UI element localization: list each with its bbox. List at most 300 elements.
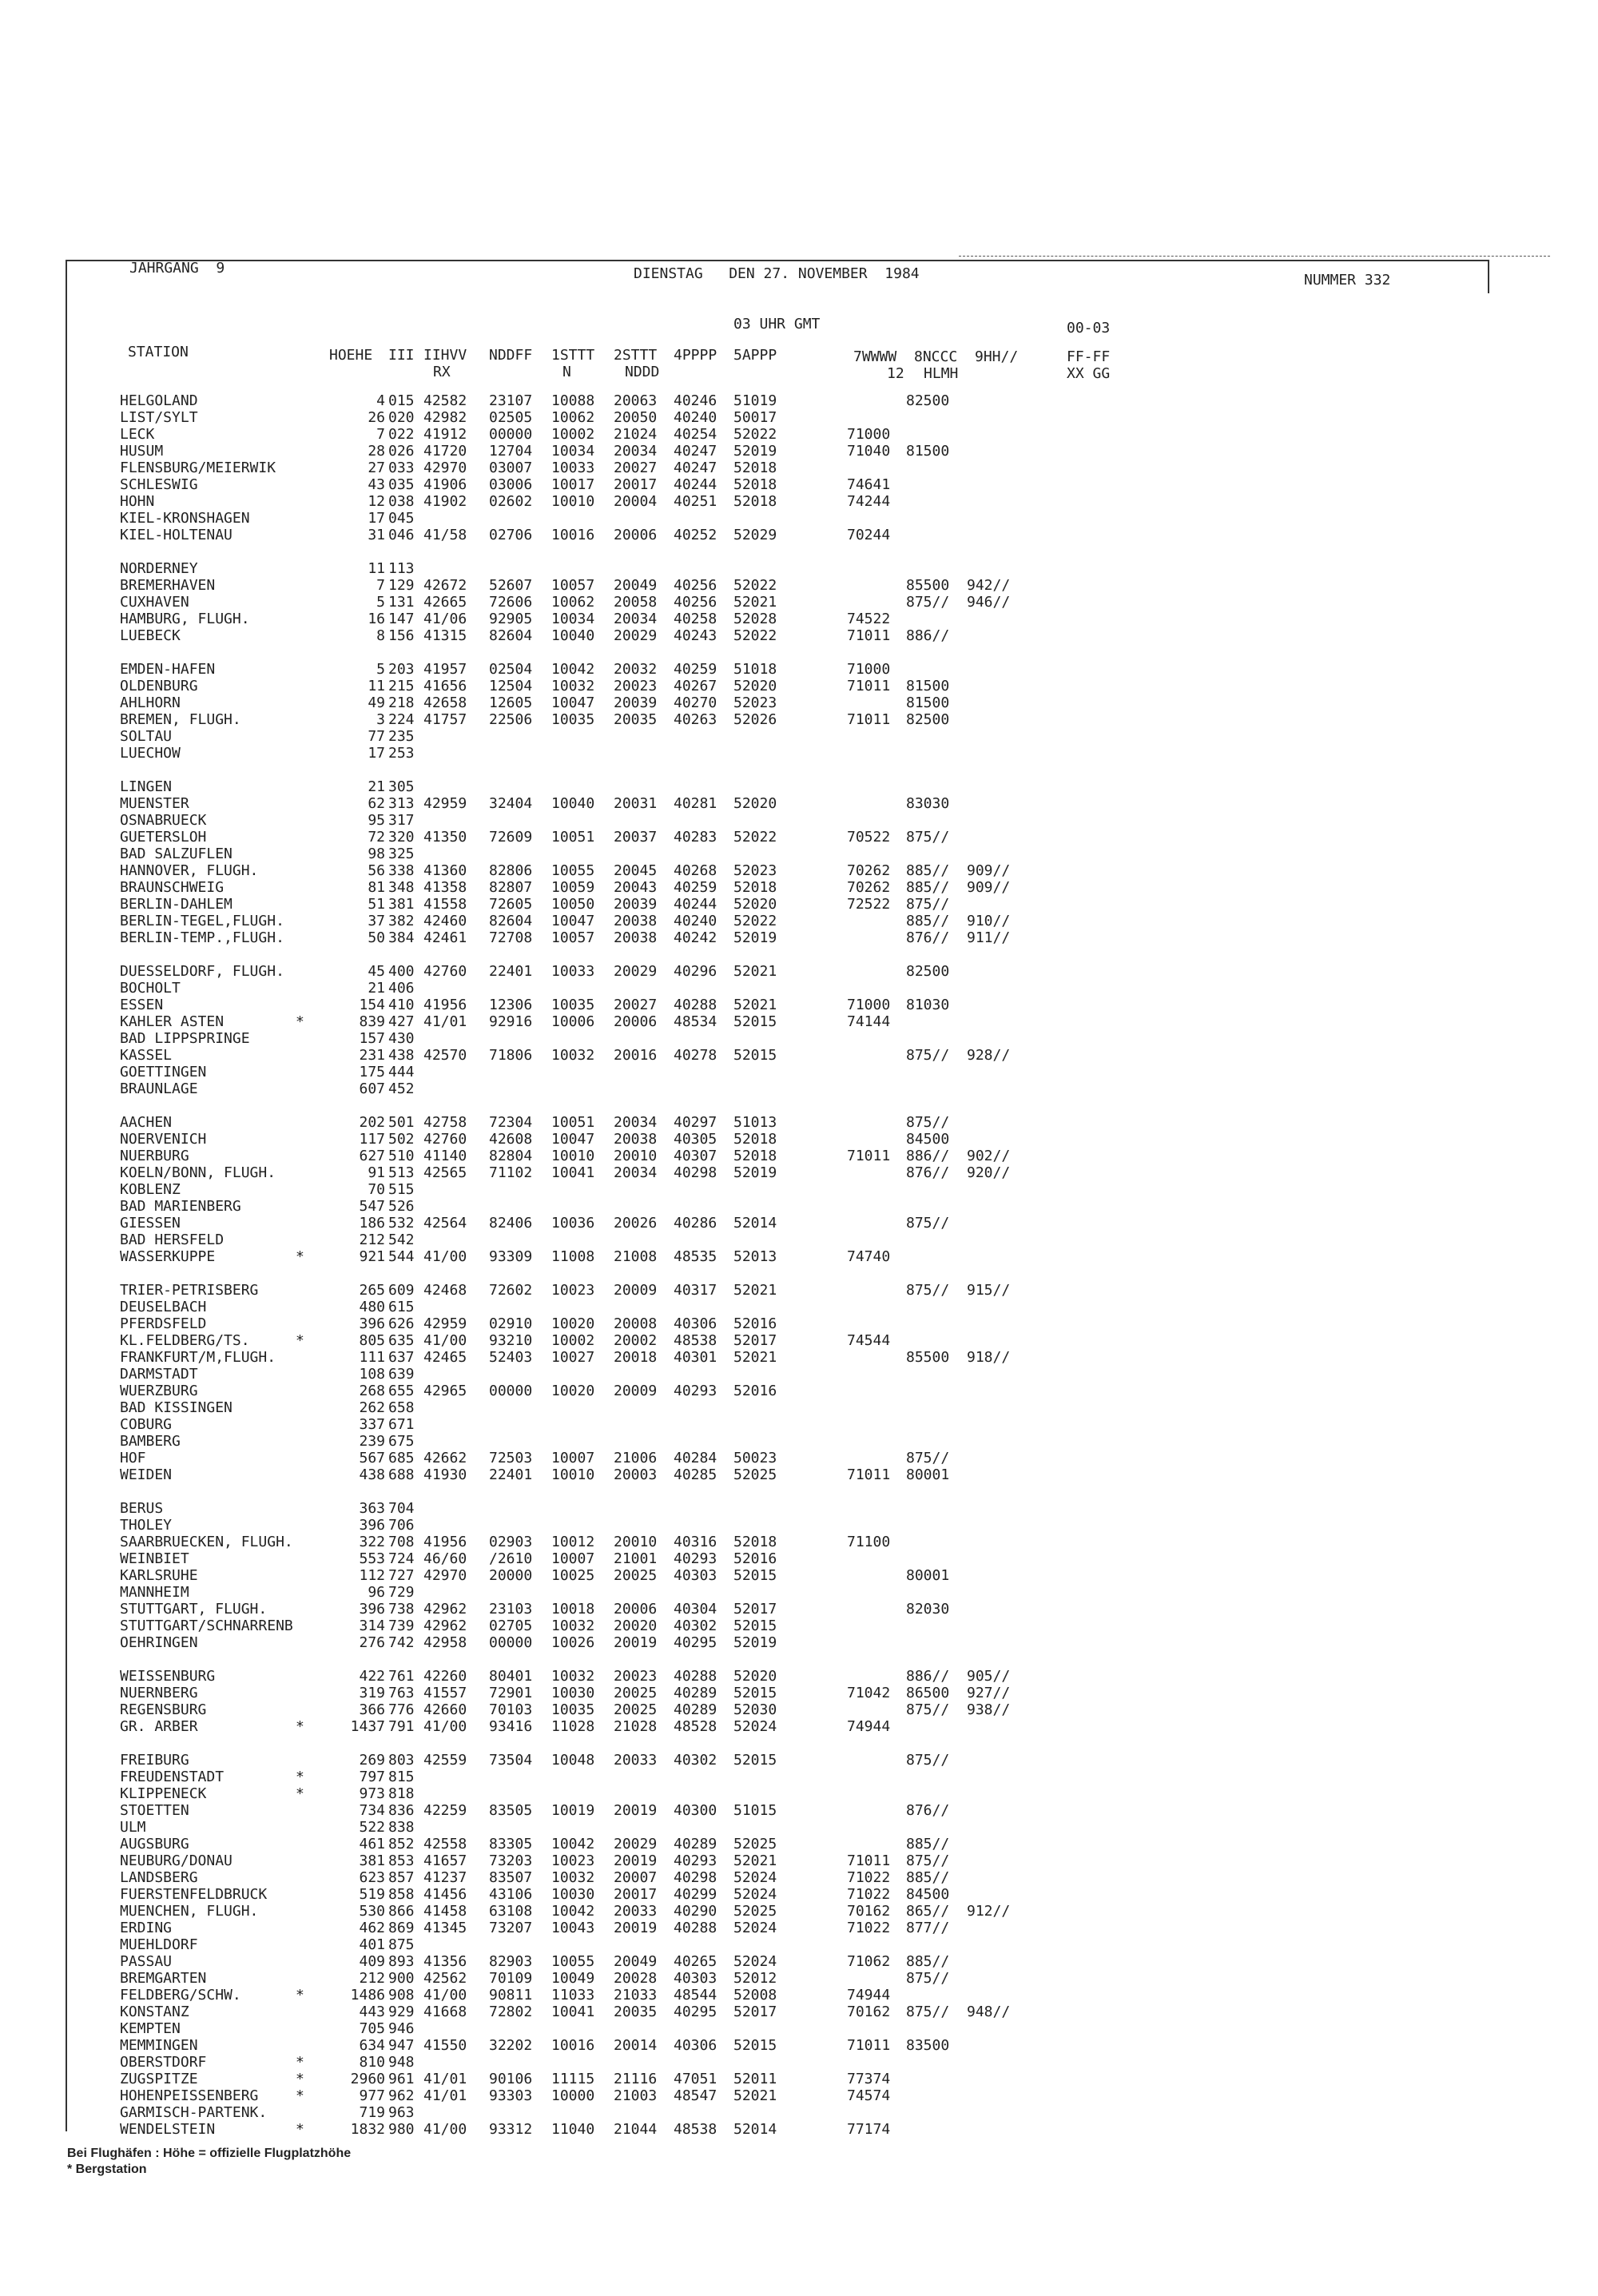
station-iii: 947 — [388, 2037, 415, 2054]
station-hoehe: 175 — [359, 1064, 385, 1080]
station-hoehe: 8 — [376, 627, 385, 644]
group-2sttt: 20019 — [614, 1802, 658, 1819]
group-nddff: 42608 — [489, 1131, 533, 1148]
station-hoehe: 366 — [359, 1701, 385, 1718]
group-1sttt: 11028 — [551, 1718, 595, 1735]
group-4pppp: 40278 — [674, 1047, 718, 1064]
group-4pppp: 40293 — [674, 1383, 718, 1399]
table-row — [0, 2121, 1598, 2138]
group-iihvv: 41/00 — [423, 1718, 467, 1735]
table-row — [0, 1500, 1598, 1517]
table-row — [0, 1399, 1598, 1416]
station-iii: 218 — [388, 694, 415, 711]
group-2sttt: 20023 — [614, 678, 658, 694]
table-row — [0, 1181, 1598, 1198]
col-g7b: 12 — [887, 365, 904, 382]
group-iihvv: 41906 — [423, 476, 467, 493]
group-4pppp: 40307 — [674, 1148, 718, 1164]
station-hoehe: 1486 — [350, 1987, 385, 2004]
station-hoehe: 396 — [359, 1517, 385, 1534]
table-row — [0, 1383, 1598, 1399]
group-7wwww: 71022 — [847, 1920, 891, 1936]
group-2sttt: 20050 — [614, 409, 658, 426]
station-name: AUGSBURG — [120, 1836, 189, 1852]
station-iii: 406 — [388, 980, 415, 997]
station-name: KIEL-HOLTENAU — [120, 527, 233, 543]
mountain-station-marker: * — [296, 1013, 304, 1030]
table-row — [0, 913, 1598, 929]
station-name: KONSTANZ — [120, 2004, 189, 2020]
group-4pppp: 40288 — [674, 1668, 718, 1685]
group-2sttt: 20025 — [614, 1685, 658, 1701]
group-4pppp: 48544 — [674, 1987, 718, 2004]
group-5appp: 52015 — [733, 1685, 777, 1701]
group-5appp: 52015 — [733, 1618, 777, 1634]
group-8nccc: 84500 — [906, 1131, 950, 1148]
station-hoehe: 921 — [359, 1248, 385, 1265]
group-8nccc: 885// — [906, 1869, 950, 1886]
station-hoehe: 16 — [368, 611, 385, 627]
station-name: BAD MARIENBERG — [120, 1198, 241, 1215]
group-1sttt: 10042 — [551, 1903, 595, 1920]
station-hoehe: 319 — [359, 1685, 385, 1701]
group-4pppp: 40302 — [674, 1752, 718, 1769]
station-iii: 739 — [388, 1618, 415, 1634]
table-row — [0, 2054, 1598, 2071]
col-iii: III — [388, 347, 415, 364]
table-row — [0, 1248, 1598, 1265]
station-iii: 869 — [388, 1920, 415, 1936]
group-iihvv: 41315 — [423, 627, 467, 644]
station-iii: 382 — [388, 913, 415, 929]
group-nddff: 00000 — [489, 426, 533, 443]
station-hoehe: 443 — [359, 2004, 385, 2020]
group-iihvv: 41345 — [423, 1920, 467, 1936]
group-5appp: 52019 — [733, 929, 777, 946]
table-row — [0, 661, 1598, 678]
station-hoehe: 21 — [368, 980, 385, 997]
group-2sttt: 20031 — [614, 795, 658, 812]
table-row — [0, 409, 1598, 426]
table-row — [0, 1685, 1598, 1701]
table-row — [0, 846, 1598, 862]
table-row — [0, 2087, 1598, 2104]
station-iii: 980 — [388, 2121, 415, 2138]
station-name: BERLIN-TEMP.,FLUGH. — [120, 929, 284, 946]
station-iii: 156 — [388, 627, 415, 644]
station-iii: 836 — [388, 1802, 415, 1819]
table-row — [0, 997, 1598, 1013]
group-5appp: 51019 — [733, 392, 777, 409]
group-4pppp: 40303 — [674, 1567, 718, 1584]
station-name: HAMBURG, FLUGH. — [120, 611, 250, 627]
station-name: ULM — [120, 1819, 146, 1836]
group-7wwww: 71011 — [847, 678, 891, 694]
station-hoehe: 5 — [376, 661, 385, 678]
group-2sttt: 20006 — [614, 1013, 658, 1030]
group-iihvv: 41/06 — [423, 611, 467, 627]
table-row — [0, 1131, 1598, 1148]
group-iihvv: 41237 — [423, 1869, 467, 1886]
group-iihvv: 42958 — [423, 1634, 467, 1651]
group-7wwww: 77174 — [847, 2121, 891, 2138]
station-iii: 609 — [388, 1282, 415, 1299]
group-7wwww: 70262 — [847, 862, 891, 879]
group-1sttt: 10055 — [551, 1953, 595, 1970]
group-4pppp: 40243 — [674, 627, 718, 644]
group-5appp: 52023 — [733, 862, 777, 879]
station-name: HOF — [120, 1450, 146, 1466]
table-row — [0, 443, 1598, 460]
group-nddff: 93416 — [489, 1718, 533, 1735]
group-2sttt: 20039 — [614, 896, 658, 913]
group-iihvv: 41956 — [423, 997, 467, 1013]
group-5appp: 52012 — [733, 1970, 777, 1987]
group-4pppp: 40254 — [674, 426, 718, 443]
station-iii: 046 — [388, 527, 415, 543]
col-g8: 8NCCC — [914, 348, 958, 365]
group-iihvv: 42962 — [423, 1601, 467, 1618]
group-5appp: 52018 — [733, 1131, 777, 1148]
group-8nccc: 876// — [906, 929, 950, 946]
group-1sttt: 10036 — [551, 1215, 595, 1232]
station-name: WENDELSTEIN — [120, 2121, 216, 2138]
station-name: GIESSEN — [120, 1215, 181, 1232]
group-4pppp: 40303 — [674, 1970, 718, 1987]
station-name: NORDERNEY — [120, 560, 198, 577]
group-nddff: 82806 — [489, 862, 533, 879]
group-4pppp: 40252 — [674, 527, 718, 543]
group-2sttt: 20019 — [614, 1920, 658, 1936]
group-7wwww: 71000 — [847, 426, 891, 443]
station-name: LUEBECK — [120, 627, 181, 644]
station-iii: 671 — [388, 1416, 415, 1433]
group-4pppp: 40240 — [674, 913, 718, 929]
group-iihvv: 41668 — [423, 2004, 467, 2020]
group-4pppp: 40259 — [674, 661, 718, 678]
table-row — [0, 2037, 1598, 2054]
station-hoehe: 276 — [359, 1634, 385, 1651]
table-row — [0, 1466, 1598, 1483]
table-row — [0, 1349, 1598, 1366]
station-name: WEIDEN — [120, 1466, 173, 1483]
group-nddff: 82807 — [489, 879, 533, 896]
table-row — [0, 829, 1598, 846]
group-9hh: 928// — [967, 1047, 1011, 1064]
group-iihvv: 42959 — [423, 795, 467, 812]
group-1sttt: 10032 — [551, 1047, 595, 1064]
station-name: PFERDSFELD — [120, 1315, 207, 1332]
group-8nccc: 875// — [906, 1970, 950, 1987]
station-name: DUESSELDORF, FLUGH. — [120, 963, 284, 980]
group-1sttt: 10023 — [551, 1282, 595, 1299]
group-9hh: 909// — [967, 879, 1011, 896]
station-hoehe: 95 — [368, 812, 385, 829]
table-row — [0, 1232, 1598, 1248]
group-4pppp: 48535 — [674, 1248, 718, 1265]
group-2sttt: 20034 — [614, 1164, 658, 1181]
col-g9: 9HH// — [975, 348, 1019, 365]
group-5appp: 50017 — [733, 409, 777, 426]
station-hoehe: 337 — [359, 1416, 385, 1433]
group-9hh: 948// — [967, 2004, 1011, 2020]
station-iii: 045 — [388, 510, 415, 527]
group-2sttt: 20006 — [614, 527, 658, 543]
station-hoehe: 461 — [359, 1836, 385, 1852]
col-g7: 7WWWW — [853, 348, 897, 365]
group-2sttt: 20033 — [614, 1752, 658, 1769]
group-8nccc: 875// — [906, 1852, 950, 1869]
group-4pppp: 40290 — [674, 1903, 718, 1920]
group-4pppp: 40296 — [674, 963, 718, 980]
table-row — [0, 1701, 1598, 1718]
station-name: HUSUM — [120, 443, 164, 460]
group-9hh: 915// — [967, 1282, 1011, 1299]
group-2sttt: 21028 — [614, 1718, 658, 1735]
group-8nccc: 80001 — [906, 1567, 950, 1584]
station-hoehe: 314 — [359, 1618, 385, 1634]
group-1sttt: 10017 — [551, 476, 595, 493]
group-2sttt: 20063 — [614, 392, 658, 409]
mountain-station-marker: * — [296, 1987, 304, 2004]
station-name: LIST/SYLT — [120, 409, 198, 426]
station-hoehe: 26 — [368, 409, 385, 426]
group-1sttt: 10050 — [551, 896, 595, 913]
group-iihvv: 41/00 — [423, 1248, 467, 1265]
station-iii: 963 — [388, 2104, 415, 2121]
group-7wwww: 71011 — [847, 711, 891, 728]
group-4pppp: 40259 — [674, 879, 718, 896]
station-iii: 381 — [388, 896, 415, 913]
group-5appp: 52016 — [733, 1315, 777, 1332]
table-row — [0, 1080, 1598, 1097]
group-2sttt: 20014 — [614, 2037, 658, 2054]
group-5appp: 52022 — [733, 426, 777, 443]
group-7wwww: 71000 — [847, 661, 891, 678]
station-name: STOETTEN — [120, 1802, 189, 1819]
group-2sttt: 20028 — [614, 1970, 658, 1987]
table-row — [0, 560, 1598, 577]
observation-time: 03 UHR GMT — [733, 316, 821, 332]
group-iihvv: 42460 — [423, 913, 467, 929]
group-4pppp: 40240 — [674, 409, 718, 426]
group-5appp: 52015 — [733, 1013, 777, 1030]
group-iihvv: 41356 — [423, 1953, 467, 1970]
group-iihvv: 41557 — [423, 1685, 467, 1701]
station-hoehe: 810 — [359, 2054, 385, 2071]
group-4pppp: 40285 — [674, 1466, 718, 1483]
group-7wwww: 71042 — [847, 1685, 891, 1701]
group-2sttt: 20034 — [614, 611, 658, 627]
table-row — [0, 493, 1598, 510]
table-row — [0, 929, 1598, 946]
group-7wwww: 71040 — [847, 443, 891, 460]
group-iihvv: 42558 — [423, 1836, 467, 1852]
group-9hh: 911// — [967, 929, 1011, 946]
station-name: ERDING — [120, 1920, 173, 1936]
group-nddff: 83507 — [489, 1869, 533, 1886]
group-7wwww: 71011 — [847, 1852, 891, 1869]
group-2sttt: 20004 — [614, 493, 658, 510]
station-name: TRIER-PETRISBERG — [120, 1282, 259, 1299]
group-nddff: 93312 — [489, 2121, 533, 2138]
table-row — [0, 1920, 1598, 1936]
group-5appp: 52019 — [733, 1164, 777, 1181]
table-row — [0, 611, 1598, 627]
group-8nccc: 85500 — [906, 1349, 950, 1366]
station-iii: 688 — [388, 1466, 415, 1483]
group-8nccc: 875// — [906, 1282, 950, 1299]
group-2sttt: 20019 — [614, 1634, 658, 1651]
group-5appp: 52015 — [733, 2037, 777, 2054]
table-row — [0, 1534, 1598, 1550]
station-iii: 320 — [388, 829, 415, 846]
station-iii: 763 — [388, 1685, 415, 1701]
table-row — [0, 392, 1598, 409]
group-8nccc: 875// — [906, 896, 950, 913]
table-row — [0, 1903, 1598, 1920]
group-4pppp: 40265 — [674, 1953, 718, 1970]
table-spacer-row — [0, 1097, 1598, 1114]
group-4pppp: 40289 — [674, 1836, 718, 1852]
station-name: BAD LIPPSPRINGE — [120, 1030, 250, 1047]
station-hoehe: 45 — [368, 963, 385, 980]
group-7wwww: 71100 — [847, 1534, 891, 1550]
group-2sttt: 20034 — [614, 443, 658, 460]
group-8nccc: 84500 — [906, 1886, 950, 1903]
station-iii: 857 — [388, 1869, 415, 1886]
group-iihvv: 41957 — [423, 661, 467, 678]
group-7wwww: 74740 — [847, 1248, 891, 1265]
group-nddff: 72602 — [489, 1282, 533, 1299]
group-5appp: 52026 — [733, 711, 777, 728]
group-2sttt: 20049 — [614, 577, 658, 594]
station-iii: 626 — [388, 1315, 415, 1332]
station-name: BERLIN-TEGEL,FLUGH. — [120, 913, 284, 929]
table-row — [0, 2020, 1598, 2037]
station-hoehe: 7 — [376, 426, 385, 443]
group-4pppp: 40246 — [674, 392, 718, 409]
group-1sttt: 10047 — [551, 913, 595, 929]
col-g6: 5APPP — [733, 347, 777, 364]
group-nddff: 00000 — [489, 1383, 533, 1399]
group-1sttt: 10043 — [551, 1920, 595, 1936]
table-row — [0, 1315, 1598, 1332]
group-iihvv: 41902 — [423, 493, 467, 510]
station-name: GUETERSLOH — [120, 829, 207, 846]
mountain-station-marker: * — [296, 1248, 304, 1265]
group-8nccc: 83030 — [906, 795, 950, 812]
group-iihvv: 42465 — [423, 1349, 467, 1366]
station-iii: 317 — [388, 812, 415, 829]
group-5appp: 52017 — [733, 2004, 777, 2020]
group-5appp: 52021 — [733, 963, 777, 980]
station-iii: 637 — [388, 1349, 415, 1366]
station-hoehe: 381 — [359, 1852, 385, 1869]
station-name: BREMEN, FLUGH. — [120, 711, 241, 728]
group-5appp: 52017 — [733, 1601, 777, 1618]
group-4pppp: 40302 — [674, 1618, 718, 1634]
station-name: MUENCHEN, FLUGH. — [120, 1903, 259, 1920]
station-iii: 022 — [388, 426, 415, 443]
group-nddff: 63108 — [489, 1903, 533, 1920]
table-row — [0, 1550, 1598, 1567]
table-row — [0, 1802, 1598, 1819]
group-2sttt: 20035 — [614, 711, 658, 728]
station-hoehe: 11 — [368, 678, 385, 694]
group-5appp: 52022 — [733, 627, 777, 644]
group-nddff: 71806 — [489, 1047, 533, 1064]
station-iii: 815 — [388, 1769, 415, 1785]
station-hoehe: 705 — [359, 2020, 385, 2037]
col-g1b: RX — [433, 364, 451, 380]
table-row — [0, 1433, 1598, 1450]
station-name: BAD KISSINGEN — [120, 1399, 233, 1416]
station-hoehe: 269 — [359, 1752, 385, 1769]
group-iihvv: 41/01 — [423, 2071, 467, 2087]
group-nddff: 70103 — [489, 1701, 533, 1718]
station-hoehe: 567 — [359, 1450, 385, 1466]
group-iihvv: 42959 — [423, 1315, 467, 1332]
group-2sttt: 20007 — [614, 1869, 658, 1886]
group-nddff: 32404 — [489, 795, 533, 812]
station-name: OBERSTDORF — [120, 2054, 207, 2071]
group-5appp: 52028 — [733, 611, 777, 627]
group-7wwww: 74244 — [847, 493, 891, 510]
station-hoehe: 112 — [359, 1567, 385, 1584]
station-name: WUERZBURG — [120, 1383, 198, 1399]
group-iihvv: 41757 — [423, 711, 467, 728]
station-iii: 438 — [388, 1047, 415, 1064]
table-spacer-row — [0, 1651, 1598, 1668]
table-row — [0, 1836, 1598, 1852]
group-nddff: 12605 — [489, 694, 533, 711]
table-row — [0, 1936, 1598, 1953]
station-iii: 033 — [388, 460, 415, 476]
group-7wwww: 71011 — [847, 1466, 891, 1483]
table-row — [0, 812, 1598, 829]
group-8nccc: 85500 — [906, 577, 950, 594]
group-1sttt: 10010 — [551, 1148, 595, 1164]
group-4pppp: 40293 — [674, 1550, 718, 1567]
station-hoehe: 530 — [359, 1903, 385, 1920]
station-name: NOERVENICH — [120, 1131, 207, 1148]
table-row — [0, 1852, 1598, 1869]
group-iihvv: 42982 — [423, 409, 467, 426]
station-name: PASSAU — [120, 1953, 173, 1970]
group-iihvv: 41/00 — [423, 1987, 467, 2004]
group-5appp: 51018 — [733, 661, 777, 678]
station-hoehe: 1437 — [350, 1718, 385, 1735]
group-nddff: 82804 — [489, 1148, 533, 1164]
group-7wwww: 74641 — [847, 476, 891, 493]
group-4pppp: 40258 — [674, 611, 718, 627]
station-iii: 615 — [388, 1299, 415, 1315]
group-1sttt: 10042 — [551, 1836, 595, 1852]
group-4pppp: 40300 — [674, 1802, 718, 1819]
group-7wwww: 74544 — [847, 1332, 891, 1349]
group-1sttt: 10030 — [551, 1685, 595, 1701]
station-iii: 838 — [388, 1819, 415, 1836]
station-hoehe: 31 — [368, 527, 385, 543]
group-nddff: 23107 — [489, 392, 533, 409]
group-5appp: 52015 — [733, 1047, 777, 1064]
group-nddff: 22401 — [489, 1466, 533, 1483]
group-4pppp: 40295 — [674, 2004, 718, 2020]
group-5appp: 52021 — [733, 997, 777, 1013]
station-hoehe: 839 — [359, 1013, 385, 1030]
station-name: BERUS — [120, 1500, 164, 1517]
